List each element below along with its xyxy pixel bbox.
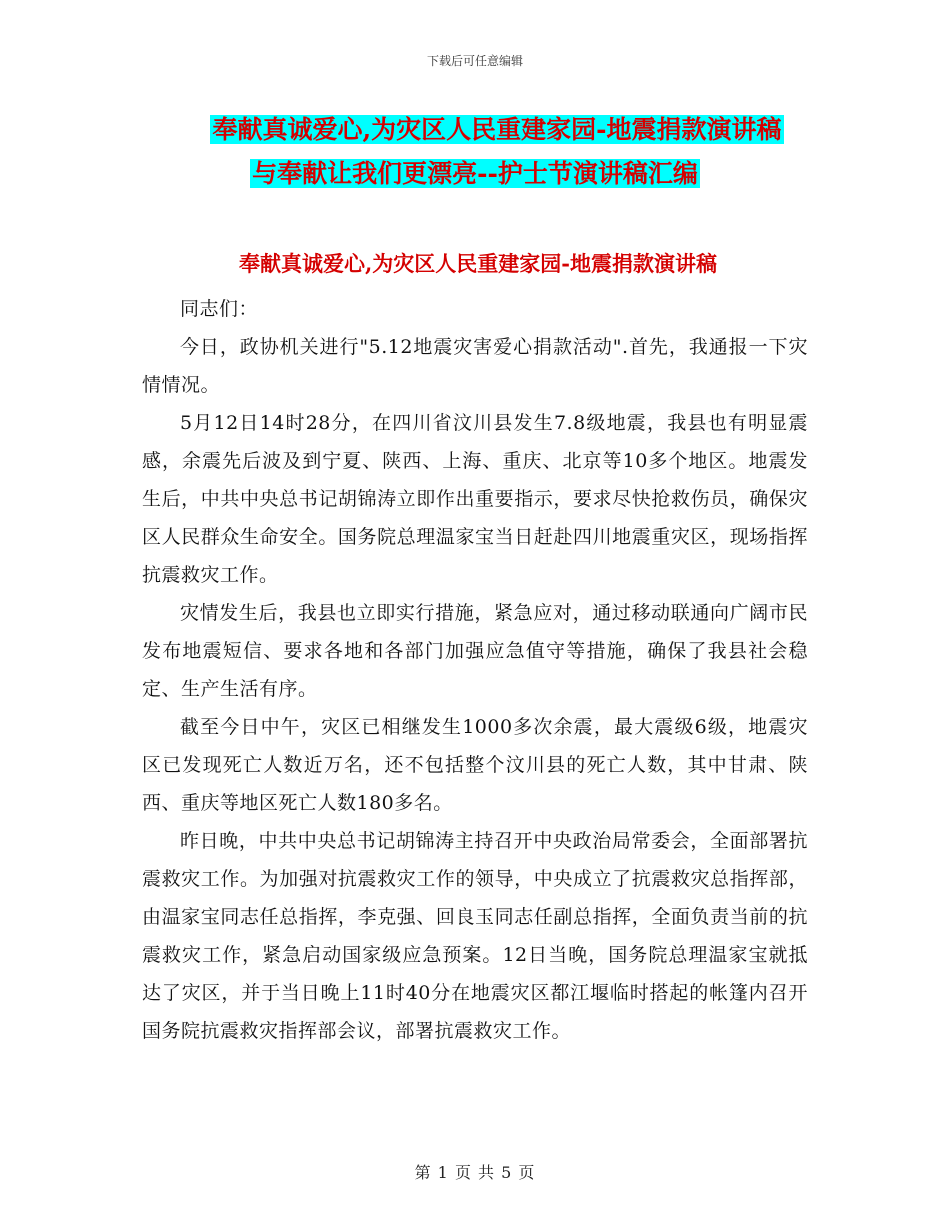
page-footer: 第 1 页 共 5 页 — [414, 1163, 536, 1182]
paragraph: 昨日晚，中共中央总书记胡锦涛主持召开中央政治局常委会，全面部署抗震救灾工作。为加强对抗震救灾工作的领导，中央成立了抗震救灾总指挥部，由温家宝同志任总指挥，李克强、回良玉同志任副总指挥，全面负责当前的抗震救灾工作，紧急启动国家级应急预案。12日当晚，国务院总理温家宝就抵达了灾区，并于当日晚上11时40分在地震灾区都江堰临时搭起的帐篷内召开国务院抗震救灾指挥部会议，部署抗震救灾工作。 — [142, 830, 808, 1042]
document-title-line-2 — [0, 155, 950, 193]
paragraph: 5月12日14时28分，在四川省汶川县发生7.8级地震，我县也有明显震感，余震先后波及到宁夏、陕西、上海、重庆、北京等10多个地区。地震发生后，中共中央总书记胡锦涛立即作出重要指示，要求尽快抢救伤员，确保灾区人民群众生命安全。国务院总理温家宝当日赶赴四川地震重灾区，现场指挥抗震救灾工作。 — [142, 412, 808, 586]
document-title-line-2-text: 与奉献让我们更漂亮--护士节演讲稿汇编 — [252, 159, 698, 188]
document-title-line-1 — [0, 111, 950, 149]
section-title: 奉献真诚爱心,为灾区人民重建家园-地震捐款演讲稿 — [238, 251, 718, 276]
header-note: 下载后可任意编辑 — [426, 54, 523, 68]
document-body — [142, 290, 808, 1050]
paragraph: 截至今日中午，灾区已相继发生1000多次余震，最大震级6级，地震灾区已发现死亡人数近万名，还不包括整个汶川县的死亡人数，其中甘肃、陕西、重庆等地区死亡人数180多名。 — [142, 716, 808, 814]
paragraph: 今日，政协机关进行"5.12地震灾害爱心捐款活动".首先，我通报一下灾情情况。 — [142, 336, 808, 396]
paragraph-salutation: 同志们： — [180, 298, 259, 320]
paragraph: 灾情发生后，我县也立即实行措施，紧急应对，通过移动联通向广阔市民发布地震短信、要求各地和各部门加强应急值守等措施，确保了我县社会稳定、生产生活有序。 — [142, 602, 808, 700]
document-title-line-1-text: 奉献真诚爱心,为灾区人民重建家园-地震捐款演讲稿 — [212, 115, 782, 144]
